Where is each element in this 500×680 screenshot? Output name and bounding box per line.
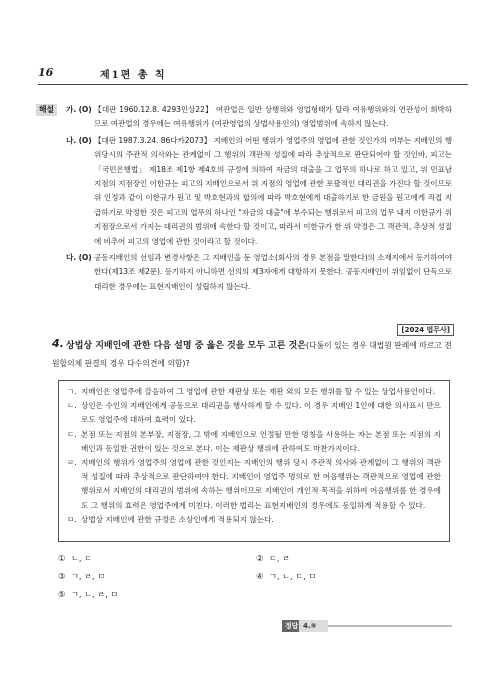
- statement-text: 지배인의 행위가 영업주의 영업에 관한 것인지는 지배인의 행위 당시 주관적 의사와 관계없이 그 행위의 객관적 성질에 따라 추상적으로 판단하여야 한다. 지배인이 영업주 명의로 한 어음행위는 객관적으로 영업에 관한 행위로서 지배인의 대리권의 범위에 속하는 행위이므로 지배인이 개인적 목적을 위하여 어음행위를 한 경우에도 그 행위의 효력은 영업주에게 미친다. 이러한 법리는 표현지배인의 경우에도 동일하게 적용할 수 있다.: [81, 458, 441, 510]
- chapter-title: 제1편 총 칙: [100, 70, 167, 81]
- option-mark: ②: [256, 553, 264, 563]
- explanation-item-mark: 다. (O): [66, 253, 92, 263]
- exam-source-tag: [2024 법무사]: [397, 324, 454, 336]
- header-divider: [38, 84, 468, 85]
- explanation-item-text: 【대판 1960.12.8. 4293민상22】 여관업은 일반 상행위와 영업형태가 달라 여유행위와의 연관성이 희박하므로 여관업의 경우에는 여유행위가 (여관영업의 상법사용인의) 영업범위에 속하지 않는다.: [94, 105, 452, 129]
- option-mark: ④: [256, 571, 264, 581]
- explanation-item-text: 【대판 1987.3.24. 86다카2073】 지배인의 어떤 행위가 영업주의 영업에 관한 것인가의 여부는 지배인의 행위당시의 주관적 의사와는 관계없이 그 행위의 객관적 성질에 따라 추상적으로 판단되어야 할 것인바, 피고는 「국민은행법」 제18조 제1항 제4호의 규정에 의하여 자금의 대출을 그 업무의 하나로 하고 있고, 위 민표남지점의 지점장인 이한규는 피고의 지배인으로서 위 지점의 영업에 관한 포괄적인 대리권을 가진다 할 것이므로 위 인정과 같이 이한규가 원고 및 박호현과의 합의에 따라 박호현에게 대출하기로 한 금원을 원고에게 직접 지급하기로 약정한 것은 피고의 업무의 하나인 "자금의 대출"에 부수되는 행위로서 피고의 업무 내지 이한규가 위 지점장으로서 가지는 대리권의 범위에 속한다 할 것이고, 따라서 이한규가 한 위 약정은 그 객관적, 추상적 성질에 비추어 피고의 영업에 관한 것이라고 할 것이다.: [94, 135, 452, 246]
- statement-item: [67, 399, 441, 427]
- option-3[interactable]: [58, 568, 105, 584]
- explanation-item: [66, 251, 452, 294]
- statement-box: [58, 380, 450, 542]
- statement-mark: ㄱ.: [67, 387, 77, 396]
- question-stem: [52, 337, 458, 373]
- option-5[interactable]: [58, 586, 118, 602]
- statement-text: 상인은 수인의 지배인에게 공동으로 대리권을 행사하게 할 수 있다. 이 경우 지배인 1인에 대한 의사표시 만으로도 영업주에 대하여 효력이 있다.: [81, 401, 441, 425]
- question-text: 상법상 지배인에 관한 다음 설명 중 옳은 것을 모두 고른 것은: [66, 341, 306, 351]
- option-text: ㄱ, ㄴ, ㄹ, ㅁ: [71, 589, 119, 599]
- explanation-block: [39, 103, 452, 294]
- explanation-item: [66, 103, 452, 132]
- explanation-item-mark: 나. (O): [66, 135, 92, 145]
- option-1[interactable]: [58, 550, 92, 566]
- option-mark: ③: [58, 571, 66, 581]
- statement-item: [67, 385, 441, 399]
- statement-item: [67, 513, 441, 527]
- question-block: [52, 337, 458, 373]
- statement-item: [67, 456, 441, 513]
- option-text: ㄱ, ㄴ, ㄷ, ㅁ: [269, 571, 317, 581]
- statement-mark: ㄹ.: [67, 458, 77, 468]
- question-number: 4.: [52, 337, 64, 350]
- statement-text: 지배인은 영업주에 갈음하여 그 영업에 관한 재판상 또는 재판 외의 모든 행위를 할 수 있는 상업사용인이다.: [81, 387, 436, 396]
- explanation-item: [66, 134, 452, 249]
- option-text: ㄷ, ㄹ: [269, 553, 291, 563]
- page-header: [38, 66, 468, 80]
- answer-value: 4.⑤: [299, 620, 328, 632]
- statement-mark: ㅁ.: [67, 514, 77, 524]
- statement-item: [67, 428, 441, 456]
- explanation-item-mark: 가. (O): [66, 105, 92, 114]
- answer-label: 정답: [282, 620, 301, 632]
- statement-text: 상법상 지배인에 관한 규정은 소상인에게 적용되지 않는다.: [81, 514, 274, 524]
- option-mark: ⑤: [58, 589, 66, 599]
- option-text: ㄴ, ㄷ: [71, 553, 93, 563]
- option-text: ㄱ, ㄹ, ㅁ: [71, 571, 106, 581]
- statement-mark: ㄷ.: [67, 429, 77, 439]
- statement-mark: ㄴ.: [67, 401, 77, 411]
- option-2[interactable]: [256, 550, 290, 566]
- answer-box: [282, 620, 452, 632]
- option-mark: ①: [58, 553, 66, 563]
- statement-text: 본점 또는 지점의 본부장, 지점장, 그 밖에 지배인으로 인정될 만한 명칭을 사용하는 자는 본점 또는 지점의 지배인과 동일한 권한이 있는 것으로 본다. 이는 재판상 행위에 관하여도 마찬가지이다.: [81, 429, 441, 453]
- explanation-item-text: 공동지배인의 선임과 변경사항은 그 지배인을 둔 영업소(회사의 경우 본점을 말한다)의 소재지에서 등기하여야 한다(제13조 제2문). 등기하지 아니하면 선의의 제3자에게 대항하지 못한다. 공동지배인이 위임없이 단독으로 대리한 경우에는 표현지배인이 성립하지 않는다.: [94, 253, 452, 291]
- explanation-label: 해설: [36, 104, 57, 116]
- explanation-section: [39, 103, 452, 294]
- page-number: 16: [38, 66, 54, 79]
- question-note: (다툼이 있는 경우 대법원 판례에 따르고 전원합의체 판결의 경우 다수의견에 의함)?: [52, 341, 452, 368]
- option-4[interactable]: [256, 568, 316, 584]
